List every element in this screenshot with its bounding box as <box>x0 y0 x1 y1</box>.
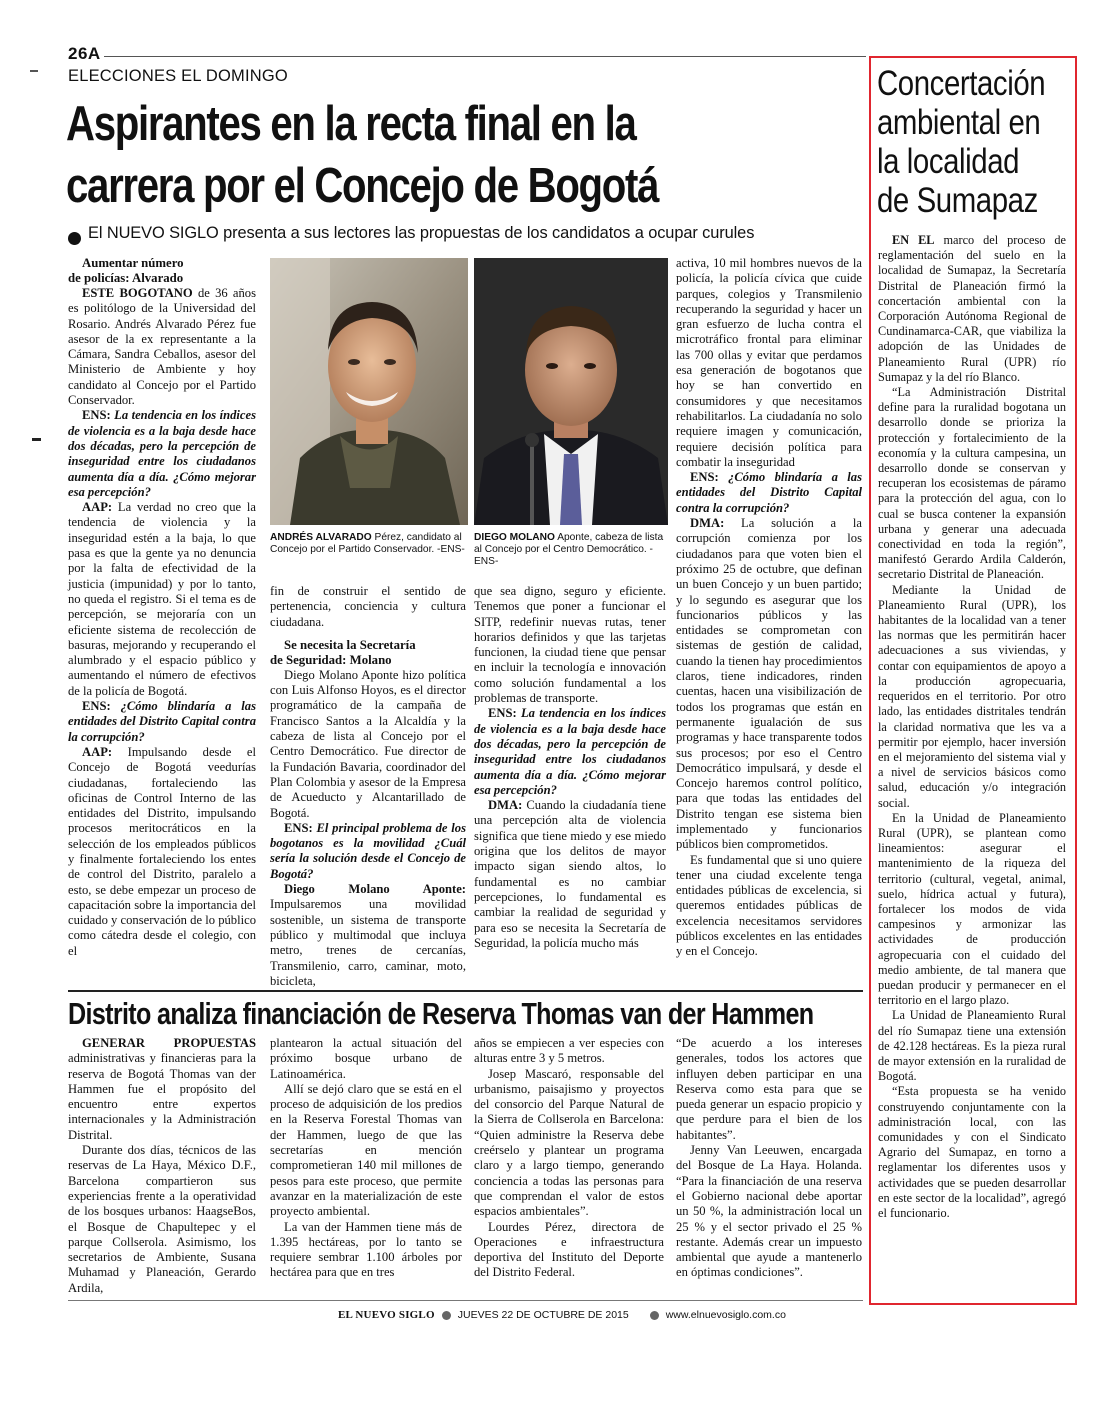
second-column-3: años se empiecen a ver especies con alturas entre 3 y 5 metros. Josep Mascaró, responsable del urbanismo, paisajismo y proyectos del consorcio del Parque Natural de la Sierra de Collserola en Barcelona: “Quien administre la Reserva debe creérselo y plantear un programa claro y a largo tiempo, generando conciencia a todas las personas para que comprendan el valor de estos espacios ambientales”. Lourdes Pérez, directora de Operaciones e infraestructura deportiva del Instituto del Deporte del Distrito Federal. <box>474 1036 664 1280</box>
photo2-caption: DIEGO MOLANO Aponte, cabeza de lista al Concejo por el Centro Democrático. -ENS- <box>474 532 664 568</box>
header-rule <box>104 56 866 57</box>
subhead-alvarado: Aumentar número de policías: Alvarado <box>68 256 184 285</box>
footer-rule <box>68 1300 863 1301</box>
sidebar-title: Concertación ambiental en la localidad de Sumapaz <box>877 64 1046 220</box>
article-divider <box>68 990 863 992</box>
second-column-4: “De acuerdo a los intereses generales, todos los actores que influyen deben participar en una Reserva como esta para que se pueda generar un espacio propicio y que perdure para el bien de los habitantes”. Jenny Van Leeuwen, encargada del Bosque de La Haya. Holanda. “Para la financiación de una reserva el Gobierno nacional debe aportar un 50 %, la administración local un 25 % y el sector privado el 25 % restante. Además crear un impuesto ambiental que ayude a mantenerlo en óptimas condiciones”. <box>676 1036 862 1280</box>
footer-dot-icon <box>442 1311 451 1320</box>
footer-date: JUEVES 22 DE OCTUBRE DE 2015 <box>457 1309 629 1321</box>
subhead-molano: Se necesita la Secretaría de Seguridad: Molano <box>270 637 416 667</box>
headline-line-2: carrera por el Concejo de Bogotá <box>66 159 659 213</box>
margin-mark-2 <box>32 438 41 441</box>
main-column-4: activa, 10 mil hombres nuevos de la policía, la policía cívica que cuide parques, colegios y Transmilenio recuperando la seguridad y hacer un gran esfuerzo de lucha contra el microtráfico frontal para eliminar las 700 ollas y evitar que perdamos esa generación de bogotanos que hoy se han convertido en consumidores y que necesitamos rehabilitarlos. La ciudadanía no solo requiere imagen y comunicación, requiere decisión política para combatir la inseguridad ENS: ¿Cómo blindaría a las entidades del Distrito Capital contra la corrupción? DMA: La solución a la corrupción comienza por los ciudadanos para que voten bien el próximo 25 de octubre, que definan un buen Concejo y un buen partido; y lo segundo es asegurar que los funcionarios públicos y las entidades se comprometan con sistemas de gestión de calidad, cuando la tienen hay procedimientos claros, tiene indicadores, rinden cuentas, hacen una visibilización de todos los programas que están en permanente igualación de sus programas y hace transparente todos sus procesos; por eso el Centro Democrático impulsará, y desde el Concejo haremos control político, para que todas las entidades del Distrito tengan ese sistema bien implementado y funcionarios públicos bien comprometidos. Es fundamental que si uno quiere tener una ciudad excelente tenga entidades públicas de excelencia, si queremos entidades públicas de excelencia necesitamos servidores públicos excelentes en las entidades y en el Concejo. <box>676 256 862 959</box>
margin-mark <box>30 70 38 72</box>
page-number: 26A <box>68 44 101 63</box>
main-column-2: fin de construir el sentido de pertenencia, conciencia y cultura ciudadana. Se necesita la Secretaría de Seguridad: Molano Diego Molano Aponte hizo política con Luis Alfonso Hoyos, es el director programático de la campaña de Francisco Santos a la Alcaldía y la cabeza de lista al Concejo por el Centro Democrático. Fue director de la Fundación Bavaria, coordinador del Plan Colombia y asesor de la Empresa de Acueducto y Alcantarillado de Bogotá. ENS: El principal problema de los bogotanos es la movilidad ¿Cuál sería la solución desde el Concejo de Bogotá? Diego Molano Aponte: Impulsaremos una movilidad sostenible, un sistema de transporte público y multimodal que incluya metro, trenes de cercanías, Transmilenio, carro, caminar, moto, bicicleta, <box>270 584 466 988</box>
headline-line-1: Aspirantes en la recta final en la <box>66 97 636 151</box>
photo1-caption: ANDRÉS ALVARADO Pérez, candidato al Concejo por el Partido Conservador. -ENS- <box>270 532 465 556</box>
footer-dot-icon-2 <box>650 1311 659 1320</box>
second-column-2: plantearon la actual situación del próximo bosque urbano de Latinoamérica. Allí se dejó claro que se está en el proceso de adquisición de los predios en la Reserva Forestal Thomas van der Hammen, luego de que las secretarías en mención comprometieran 140 mil millones de pesos para este proceso, que permite avanzar en la materialización de este proyecto ambiental. La van der Hammen tiene más de 1.395 hectáreas, por lo tanto se requiere sembrar 1.100 árboles por hectárea para que en tres <box>270 1036 462 1280</box>
deck-bullet-icon <box>68 232 81 245</box>
main-column-3: que sea digno, seguro y eficiente. Tenemos que poner a funcionar el SITP, redefinir nuevas rutas, tener horarios definidos y que las tarjetas funcionen, la ciudad tiene que pensar en incluir la tecnología e innovación como solución fundamental a los problemas de transporte. ENS: La tendencia en los índices de violencia es a la baja desde hace dos décadas, pero la percepción de inseguridad entre los ciudadanos aumenta día a día. ¿Cómo mejorar esa percepción? DMA: Cuando la ciudadanía tiene una percepción alta de violencia significa que tiene miedo y ese miedo origina que los delitos de mayor impacto sigan siendo altos, lo fundamental es no cambiar percepciones, lo fundamental es cambiar la realidad de seguridad y para eso se necesita la Secretaría de Seguridad, la policía mucho más <box>474 584 666 950</box>
section-label: ELECCIONES EL DOMINGO <box>68 67 288 85</box>
footer-bar <box>338 1307 786 1323</box>
main-column-1: Aumentar número de policías: Alvarado ESTE BOGOTANO de 36 años es politólogo de la Universidad del Rosario. Andrés Alvarado Pérez fue asesor de la ex representante a la Cámara, Sandra Ceballos, asesor del Ministerio de Ambiente y hoy candidato al Concejo por el Partido Conservador. ENS: La tendencia en los índices de violencia es a la baja desde hace dos décadas, pero la percepción de inseguridad entre los ciudadanos aumenta día a día. ¿Cómo mejorar esa percepción? AAP: La verdad no creo que la tendencia de violencia y la inseguridad estén a la baja, lo que pasa es que la gente ya no denuncia por la falta de efectividad de la justicia (impunidad) y por lo tanto, no queda el registro. Si el tema es de percepción, se mejoraría con un eficiente sistema de recolección de basuras, mejorando y recuperando el alumbrado y el espacio público y aumentando el número de efectivos de la policía de Bogotá. ENS: ¿Cómo blindaría a las entidades del Distrito Capital contra la corrupción? AAP: Impulsando desde el Concejo de Bogotá veedurías ciudadanas, fortaleciendo las oficinas de Control Interno de las entidades del Distrito, impulsando procesos meritocráticos en la selección de los empleados públicos y finalmente fortaleciendo los entes de control del Distrito, paralelo a esto, se debe empezar un proceso de capacitación sobre la importancia del cuidado y conservación de lo público como cátedra desde el colegio, con el <box>68 256 257 958</box>
footer-url[interactable]: www.elnuevosiglo.com.co <box>665 1309 786 1321</box>
sidebar-body: EN EL marco del proceso de reglamentación del suelo en la localidad de Sumapaz, la Secretaría Distrital de Planeación firmó la concertación ambiental con la Corporación Autónoma Regional de Cundinamarca-CAR, que viabiliza la adopción de las Unidades de Planeamiento Rural (UPR) río Sumapaz y la del río Blanco. “La Administración Distrital define para la ruralidad bogotana un desarrollo donde se prioriza la protección y fortalecimiento de la economía y la cultura campesina, un desarrollo donde se conservan y recuperan los ecosistemas de páramo para la protección del agua, con lo cual se busca contener la expansión urbana y generar una adecuada conectividad en toda la región”, manifestó Gerardo Ardila Calderón, secretario Distrital de Planeación. Mediante la Unidad de Planeamiento Rural (UPR), los habitantes de la localidad van a tener las normas que les permitirán hacer adecuaciones a sus viviendas, y contar con equipamientos de apoyo a la producción agropecuaria, requeridos en el territorio. Por otro lado, las entidades distritales tendrán la claridad normativa que les va a permitir por ejemplo, hacer inversión en el mejoramiento del sistema vial y a nivel de servicios básicos como salud, educación y/o integración social. En la Unidad de Planeamiento Rural (UPR), se plantean como lineamientos: asegurar el mantenimiento de la riqueza del territorio (cultural, vegetal, animal, suelo, hídrica actual y futura), fortalecer los modos de vida campesinos y armonizar las actividades de producción agropecuaria con el cuidado del medio ambiente, de tal manera que puedan producir y permanecer en el territorio en el largo plazo. La Unidad de Planeamiento Rural del río Sumapaz tiene una extensión de 42.128 hectáreas. Es la pieza rural de mayor extensión en la ruralidad de Bogotá. “Esta propuesta se ha venido construyendo conjuntamente con la administración local, con las comunidades y con el Sindicato Agrario del Sumapaz, en torno a reglamentar los diferentes usos y actividades que se pueden desarrollar en este sector de la localidad”, agregó el funcionario. <box>878 233 1066 1220</box>
footer-logo: EL NUEVO SIGLO <box>338 1309 435 1321</box>
portrait-molano-image <box>474 258 668 525</box>
photo-andres-alvarado <box>270 258 468 525</box>
second-headline: Distrito analiza financiación de Reserva Thomas van der Hammen <box>68 996 814 1031</box>
portrait-alvarado-image <box>270 258 468 525</box>
second-column-1: GENERAR PROPUESTAS administrativas y financieras para la reserva de Bogotá Thomas van der Hammen fue el propósito del encuentro entre expertos internacionales y la Administración Distrital. Durante dos días, técnicos de las reservas de La Haya, México D.F., Barcelona compartieron sus experiencias frente a la operatividad de los bosques urbanos: HaagseBos, el Bosque de Chapultepec y el parque Collserola. Asimismo, los secretarios de Ambiente, Susana Muhamad y Planeación, Gerardo Ardila, <box>68 1036 256 1295</box>
photo-diego-molano <box>474 258 668 525</box>
deck: El NUEVO SIGLO presenta a sus lectores las propuestas de los candidatos a ocupar curules <box>88 224 755 242</box>
